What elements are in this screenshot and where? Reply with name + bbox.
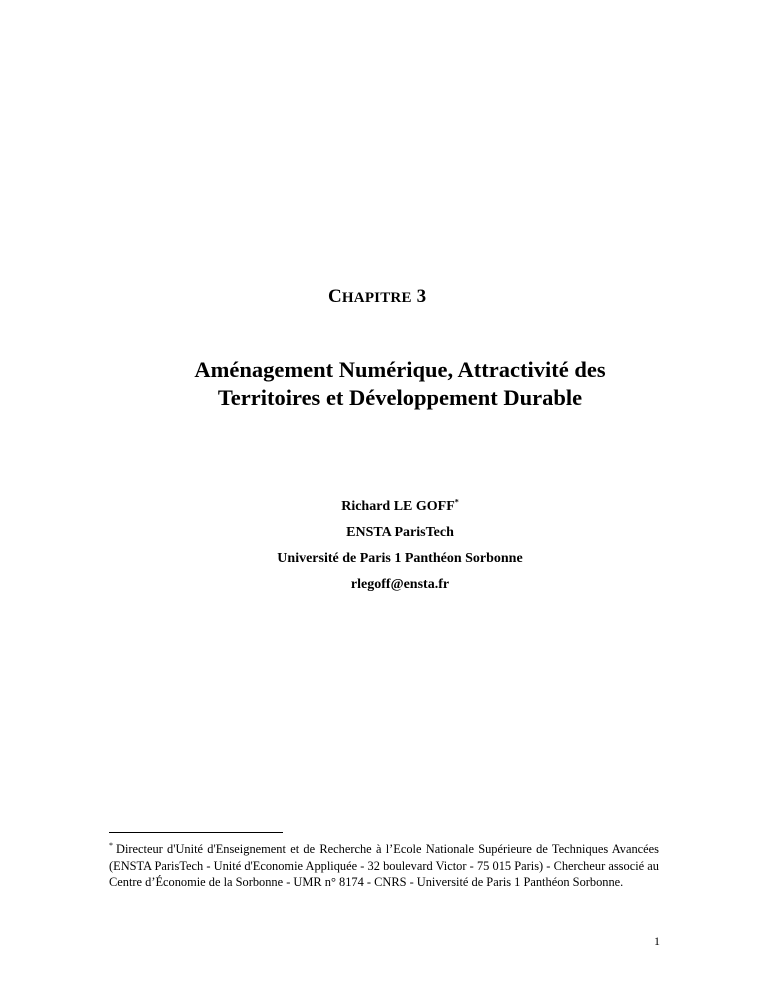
page-number: 1 <box>654 934 660 948</box>
footnote-text: Directeur d'Unité d'Enseignement et de Recherche à l’Ecole Nationale Supérieure de Techniques Avancées (ENSTA ParisTech - Unité d'Economie Appliquée - 32 boulevard Victor - 75 015 Paris) - Chercheur associé au Centre d’Économie de la Sorbonne - UMR n° 8174 - CNRS - Université de Paris 1 Panthéon Sorbonne. <box>109 842 659 890</box>
footnote-separator <box>109 832 283 833</box>
chapter-label-initial: C <box>328 286 342 307</box>
chapter-number: 3 <box>416 286 427 307</box>
chapter-label <box>328 286 426 308</box>
chapter-title-line-2: Territoires et Développement Durable <box>217 385 583 410</box>
author-footnote-mark: * <box>454 497 459 507</box>
chapter-title-line-1: Aménagement Numérique, Attractivité des <box>194 357 606 382</box>
author-email: rlegoff@ensta.fr <box>350 577 450 592</box>
author-affiliation-2: Université de Paris 1 Panthéon Sorbonne <box>277 551 523 566</box>
chapter-label-rest: HAPITRE <box>341 290 412 306</box>
chapter-title <box>150 356 650 412</box>
footnote-mark: * <box>109 840 113 850</box>
footnote <box>109 841 659 891</box>
author-name-row <box>150 494 650 520</box>
author-name: Richard LE GOFF <box>341 499 455 514</box>
author-affiliation-1: ENSTA ParisTech <box>346 525 454 540</box>
author-block <box>150 494 650 598</box>
